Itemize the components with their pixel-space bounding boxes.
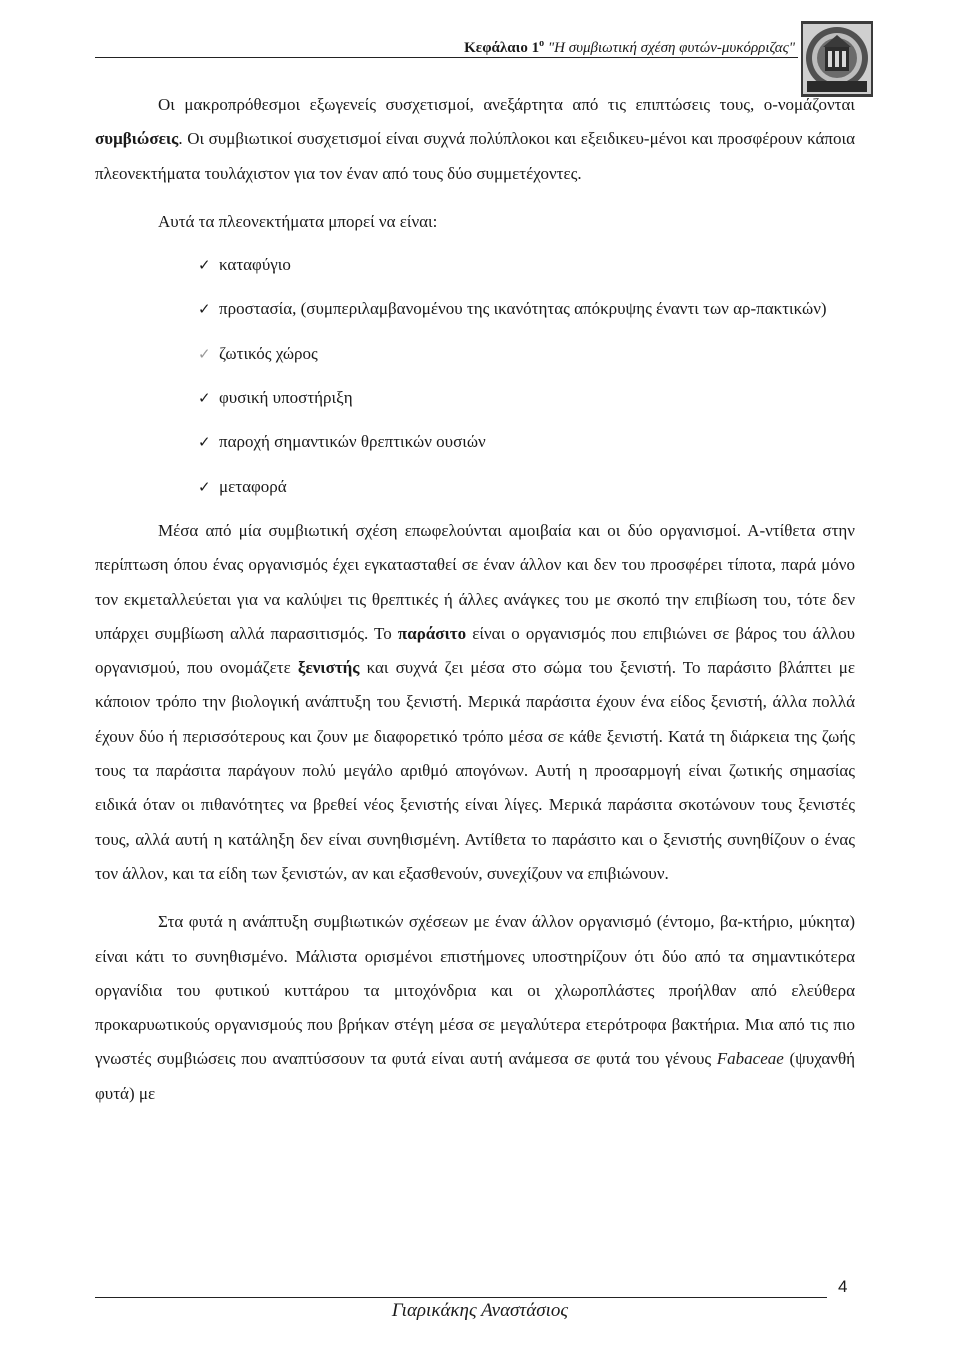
checkmark-icon: ✓ xyxy=(198,477,211,496)
header-title: "Η συμβιωτική σχέση φυτών-μυκόρριζας" xyxy=(544,40,795,56)
running-header xyxy=(95,34,795,58)
term-fabaceae: Fabaceae xyxy=(716,1049,784,1069)
term-parasite: παράσιτο xyxy=(397,623,467,643)
footer-rule xyxy=(95,1297,827,1298)
plants-paragraph: Στα φυτά η ανάπτυξη συμβιωτικών σχέσεων με έναν άλλον οργανισμό (έντομο, βα-κτήριο, μύκητα) είναι κάτι το συνηθισμένο. Μάλιστα ορισμένοι επιστήμονες υποστηρίζουν ότι δύο από τα σημαντικότερα οργανίδια του φυτικού κυττάρου τα μιτοχόνδρια και οι χλωροπλάστες προήλθαν από ελεύθερα προκαρυωτικούς οργανισμούς που βρήκαν στέγη μέσα σε μεγαλύτερα ετερότροφα βακτήρια. Μια από τις πιο γνωστές συμβιώσεις που αναπτύσσουν τα φυτά είναι αυτή ανάμεσα σε φυτά του γένους Fabaceae (ψυχανθή φυτά) με xyxy=(95,912,855,1103)
list-item: ✓ καταφύγιο xyxy=(95,248,855,282)
list-item: ✓ μεταφορά xyxy=(95,470,855,504)
intro-paragraph: Οι μακροπρόθεσμοι εξωγενείς συσχετισμοί, ανεξάρτητα από τις επιπτώσεις τους, ο-νομάζονται συμβιώσεις. Οι συμβιωτικοί συσχετισμοί είναι συχνά πολύπλοκοι και εξειδικευ-μένοι και προσφέρουν κάποια πλεονεκτήματα τουλάχιστον για τον έναν από τους δύο συμμετέχοντες. xyxy=(95,95,855,183)
checkmark-icon: ✓ xyxy=(198,389,211,408)
term-host: ξενιστής xyxy=(297,658,360,678)
advantages-intro: Αυτά τα πλεονεκτήματα μπορεί να είναι: xyxy=(158,211,438,231)
list-item: ✓ φυσική υποστήριξη xyxy=(95,381,855,415)
header-rule xyxy=(95,57,798,58)
checkmark-icon: ✓ xyxy=(198,433,211,452)
page-body xyxy=(95,88,855,1111)
term-symbiosis: συμβιώσεις xyxy=(95,129,179,149)
footer-author: Γιαρικάκης Αναστάσιος xyxy=(391,1300,569,1321)
list-item: ✓ παροχή σημαντικών θρεπτικών ουσιών xyxy=(95,425,855,459)
checkmark-icon: ✓ xyxy=(198,300,211,319)
list-item: ✓ προστασία, (συμπεριλαμβανομένου της ικανότητας απόκρυψης έναντι των αρ-πακτικών) xyxy=(95,292,855,326)
header-chapter-sup: ο xyxy=(539,38,545,49)
page-number: 4 xyxy=(838,1277,848,1296)
university-seal-icon xyxy=(801,21,873,97)
parasitism-paragraph: Μέσα από μία συμβιωτική σχέση επωφελούνται αμοιβαία και οι δύο οργανισμοί. Α-ντίθετα στην περίπτωση όπου ένας οργανισμός έχει εγκατασταθεί σε έναν άλλον και δεν του προσφέρει τίποτα, παρά μόνο τον εκμεταλλεύεται για να καλύψει τις θρεπτικές ή άλλες ανάγκες του με σκοπό την επιβίωση του, τότε δεν υπάρχει συμβίωση αλλά παρασιτισμός. Το παράσιτο είναι ο οργανισμός που επιβιώνει σε βάρος του άλλου οργανισμού, που ονομάζετε ξενιστής και συχνά ζει μέσα στο σώμα του ξενιστή. Το παράσιτο βλάπτει με κάποιον τρόπο την βιολογική ανάπτυξη του ξενιστή. Μερικά παράσιτα έχουν ένα είδος ξενιστή, άλλα πολλά έχουν δύο ή περισσότερους και ζουν με διαφορετικό τρόπο μέσα σε κάθε ξενιστή. Κατά τη διάρκεια της ζωής τους τα παράσιτα παράγουν πολύ μεγάλο αριθμό απογόνων. Αυτή η προσαρμογή είναι ζωτικής σημασίας ειδικά όταν οι πιθανότητες να βρεθεί νέος ξενιστής είναι λίγες. Μερικά παράσιτα σκοτώνουν τους ξενιστές τους, αλλά αυτή η κατάληξη δεν είναι συνηθισμένη. Αντίθετα το παράσιτο και ο ξενιστής συνηθίζουν ο ένας τον άλλον, και τα είδη των ξενιστών, αν και εξασθενούν, συνεχίζουν να επιβιώνουν. xyxy=(95,520,855,883)
list-item: ✓ ζωτικός χώρος xyxy=(95,337,855,371)
checkmark-icon: ✓ xyxy=(198,344,211,363)
advantages-list xyxy=(95,248,855,504)
checkmark-icon: ✓ xyxy=(198,256,211,275)
header-chapter: Κεφάλαιο $1^o$ xyxy=(464,38,545,56)
